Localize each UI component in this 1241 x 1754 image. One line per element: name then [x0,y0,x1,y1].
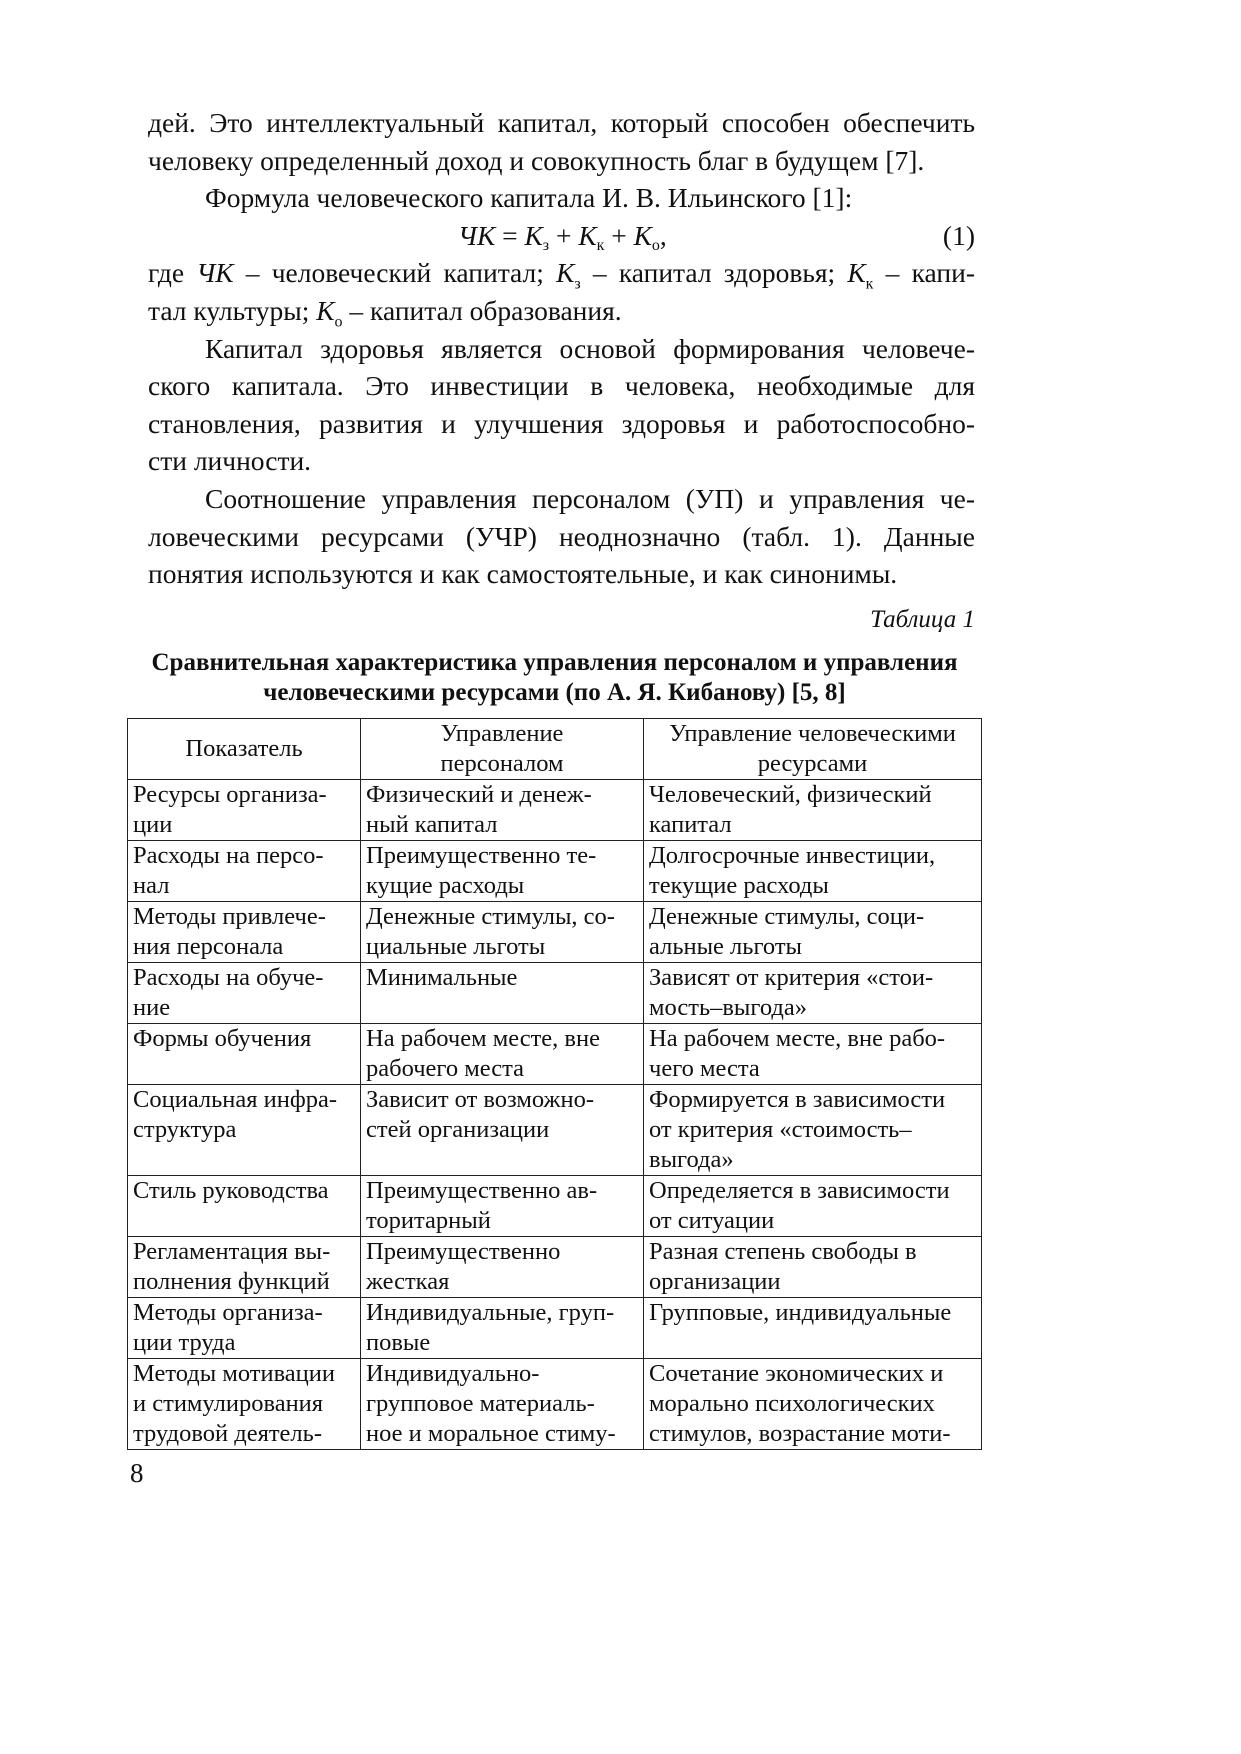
table-cell: Физический и денеж- ный капитал [361,780,644,841]
table-caption: Сравнительная характеристика управления персоналом и управления человеческими ресурсами (по А. Я. Кибанову) [5, 8] [151,649,958,706]
table-cell: Преимущественно те- кущие расходы [361,841,644,902]
table-cell: Методы организа- ции труда [128,1298,361,1359]
comparison-table [127,718,982,1450]
table-cell: Методы мотивации и стимулирования трудовой деятель- [128,1359,361,1450]
table-cell: Индивидуально- групповое материаль- ное и моральное стиму- [361,1359,644,1450]
text-line: дей. Это интеллектуальный капитал, который способен обеспечить [148,107,975,138]
table-row [128,841,982,902]
table-row [128,1024,982,1085]
text-line: становления, развития и улучшения здоровья и работоспособно- [148,407,975,439]
table-cell: Сочетание экономических и морально психологических стимулов, возрастание моти- [644,1359,982,1450]
table-row [128,780,982,841]
text-line: Формула человеческого капитала И. В. Ильинского [1]: [205,182,853,214]
text-line: сти личности. [148,445,312,477]
table-row [128,963,982,1024]
table-cell: Формы обучения [128,1024,361,1085]
body-text [148,104,975,593]
table-cell: Определяется в зависимости от ситуации [644,1176,982,1237]
text-line: тал культуры; $К_о$ – капитал образования. [148,294,622,331]
table-label: Таблица 1 [870,606,975,633]
table-cell: Преимущественно жесткая [361,1237,644,1298]
table-cell: Зависят от критерия «стои- мость–выгода» [644,963,982,1024]
column-header: Управление персоналом [361,719,644,780]
formula-number: (1) [942,219,975,251]
table-cell: Расходы на обуче- ние [128,963,361,1024]
formula-1: ЧК = $К_з + К_к + К_о$, (1) [148,217,975,255]
text-line: человеку определенный доход и совокупность благ в будущем [7]. [148,144,925,176]
table-row [128,1176,982,1237]
text-line: понятия используются и как самостоятельные, и как синонимы. [148,558,898,590]
table-cell: Денежные стимулы, со- циальные льготы [361,902,644,963]
table-cell: Формируется в зависимости от критерия «стоимость– выгода» [644,1085,982,1176]
table-cell: На рабочем месте, вне рабо- чего места [644,1024,982,1085]
page-number: 8 [130,1458,144,1488]
table-cell: Индивидуальные, груп- повые [361,1298,644,1359]
table-row [128,902,982,963]
table-row [128,1298,982,1359]
table-cell: Социальная инфра- структура [128,1085,361,1176]
text-line: Капитал здоровья является основой формирования человече- [205,332,975,364]
table-cell: Денежные стимулы, соци- альные льготы [644,902,982,963]
table-cell: Расходы на персо- нал [128,841,361,902]
table-cell: Долгосрочные инвестиции, текущие расходы [644,841,982,902]
text-line: где ЧК – человеческий капитал; $К_з$ – капитал здоровья; $К_к$ – капи- [148,257,975,293]
column-header: Управление человеческими ресурсами [644,719,982,780]
table-row [128,1085,982,1176]
table-cell: Групповые, индивидуальные [644,1298,982,1359]
text-line: ского капитала. Это инвестиции в человека, необходимые для [148,370,975,402]
table-row [128,1359,982,1450]
table-cell: Стиль руководства [128,1176,361,1237]
table-cell: Зависит от возможно- стей организации [361,1085,644,1176]
table-cell: Человеческий, физический капитал [644,780,982,841]
table-cell: Преимущественно ав- торитарный [361,1176,644,1237]
table-header-row [128,719,982,780]
table-cell: Разная степень свободы в организации [644,1237,982,1298]
table-cell: Методы привлече- ния персонала [128,902,361,963]
table-cell: Ресурсы организа- ции [128,780,361,841]
table-cell: Регламентация вы- полнения функций [128,1237,361,1298]
table-cell: Минимальные [361,963,644,1024]
table-row [128,1237,982,1298]
column-header: Показатель [128,719,361,780]
table-cell: На рабочем месте, вне рабочего места [361,1024,644,1085]
text-line: Соотношение управления персоналом (УП) и управления че- [205,482,975,514]
text-line: ловеческими ресурсами (УЧР) неоднозначно (табл. 1). Данные [148,520,975,552]
